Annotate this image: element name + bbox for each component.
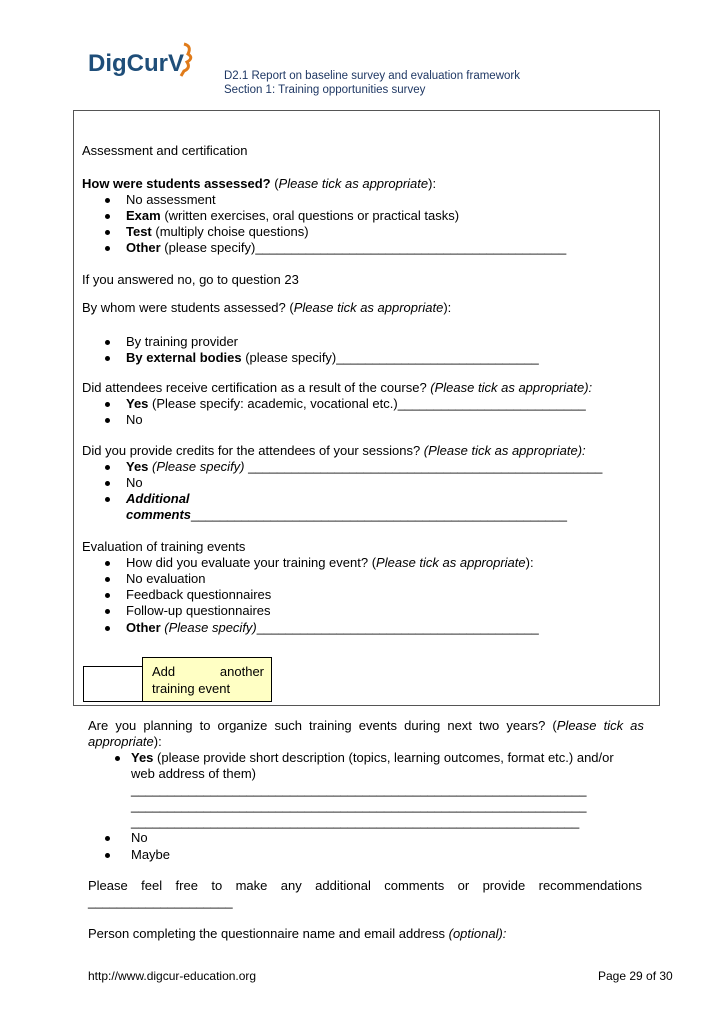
question-how-assessed: How were students assessed? (Please tick as appropriate): [82, 176, 437, 191]
option-test[interactable]: Test (multiply choise questions) [126, 224, 309, 239]
bullet [105, 481, 110, 486]
bullet [105, 356, 110, 361]
bullet [105, 465, 110, 470]
digcurv-logo [88, 40, 196, 82]
bullet [105, 246, 110, 251]
bullet [115, 756, 120, 761]
description-line-3[interactable]: ______________________________________________________________ [131, 814, 580, 829]
option-cert-no[interactable]: No [126, 412, 143, 427]
question-certification: Did attendees receive certification as a result of the course? (Please tick as appropriate): [82, 380, 593, 395]
option-external-bodies[interactable]: By external bodies (please specify)____________________________ [126, 350, 539, 365]
description-line-2[interactable]: _______________________________________________________________ [131, 798, 587, 813]
bullet [105, 577, 110, 582]
option-cert-yes[interactable]: Yes (Please specify: academic, vocational etc.)__________________________ [126, 396, 586, 411]
bullet [105, 214, 110, 219]
question-planning-cont: appropriate): [88, 734, 162, 749]
option-other[interactable]: Other (please specify)___________________________________________ [126, 240, 567, 255]
add-button-line2: training event [152, 681, 231, 696]
option-credits-no[interactable]: No [126, 475, 143, 490]
section-title-assessment: Assessment and certification [82, 143, 248, 158]
option-feedback-questionnaires[interactable]: Feedback questionnaires [126, 587, 272, 602]
add-another-training-event-button[interactable] [142, 657, 272, 702]
option-additional-comments[interactable]: Additional [126, 491, 190, 506]
bullet [105, 853, 110, 858]
bullet [105, 593, 110, 598]
option-followup-questionnaires[interactable]: Follow-up questionnaires [126, 603, 271, 618]
question-how-evaluate: How did you evaluate your training event? (Please tick as appropriate): [126, 555, 534, 570]
bullet [105, 230, 110, 235]
footer-page-number: Page 29 of 30 [598, 969, 673, 983]
comments-prompt: Please feel free to make any additional comments or provide recommendations [88, 878, 642, 893]
bullet [105, 609, 110, 614]
option-plan-no[interactable]: No [131, 830, 148, 845]
bullet [105, 836, 110, 841]
option-plan-yes[interactable]: Yes (please provide short description (topics, learning outcomes, format etc.) and/or [131, 750, 614, 765]
add-button-word2: another [219, 664, 264, 679]
bullet [105, 561, 110, 566]
bullet [105, 418, 110, 423]
option-plan-yes-cont: web address of them) [131, 766, 257, 781]
question-planning: Are you planning to organize such training events during next two years? (Please tick as [88, 718, 644, 733]
section-title-evaluation: Evaluation of training events [82, 539, 246, 554]
additional-comments-line[interactable]: comments____________________________________________________ [126, 507, 567, 522]
header-section-title: Section 1: Training opportunities survey [224, 84, 426, 96]
description-line-1[interactable]: _______________________________________________________________ [131, 782, 587, 797]
bullet [105, 402, 110, 407]
bullet [105, 626, 110, 631]
question-credits: Did you provide credits for the attendees of your sessions? (Please tick as appropriate): [82, 443, 586, 458]
instruction-if-no: If you answered no, go to question 23 [82, 272, 299, 287]
footer-url[interactable]: http://www.digcur-education.org [88, 969, 257, 983]
person-completing-prompt: Person completing the questionnaire name and email address (optional): [88, 926, 507, 941]
option-eval-other[interactable]: Other (Please specify)_______________________________________ [126, 620, 539, 635]
logo-text: DigCurV [88, 50, 184, 77]
comments-line[interactable]: ____________________ [88, 894, 233, 909]
option-credits-yes[interactable]: Yes (Please specify) _________________________________________________ [126, 459, 603, 474]
option-training-provider[interactable]: By training provider [126, 334, 238, 349]
option-no-assessment[interactable]: No assessment [126, 192, 216, 207]
bullet [105, 497, 110, 502]
header-report-title: D2.1 Report on baseline survey and evaluation framework [224, 70, 520, 82]
add-button-word1: Add [152, 664, 176, 679]
question-by-whom: By whom were students assessed? (Please tick as appropriate): [82, 300, 452, 315]
option-exam[interactable]: Exam (written exercises, oral questions or practical tasks) [126, 208, 460, 223]
option-no-evaluation[interactable]: No evaluation [126, 571, 206, 586]
bullet [105, 198, 110, 203]
bullet [105, 340, 110, 345]
option-plan-maybe[interactable]: Maybe [131, 847, 171, 862]
add-event-placeholder-box [83, 666, 143, 702]
